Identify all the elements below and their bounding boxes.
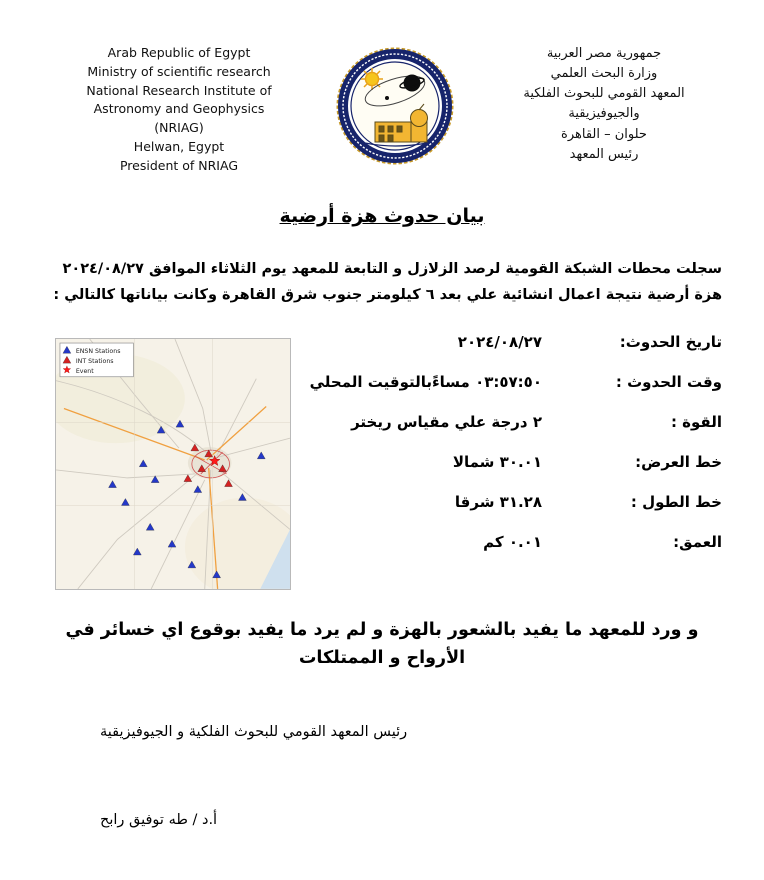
detail-row-date (293, 330, 722, 354)
arabic-letterhead (510, 44, 698, 165)
letterhead-line: وزارة البحث العلمي (550, 66, 658, 82)
detail-row-longitude (293, 490, 722, 514)
nriag-logo (335, 46, 455, 166)
detail-value: ٢ درجة علي مقياس ريختر (351, 413, 542, 431)
statement-title: بيان حدوث هزة أرضية (279, 205, 485, 228)
detail-row-time (293, 370, 722, 394)
detail-label: العمق: (673, 533, 722, 551)
letterhead-line: Arab Republic of Egypt (107, 45, 251, 60)
letterhead-line: والجيوفيزيقية (568, 106, 640, 122)
detail-value: ٢٠٢٤/٠٨/٢٧ (457, 333, 542, 351)
map-legend (60, 343, 133, 377)
sun-icon (361, 68, 383, 90)
signature-title: رئيس المعهد القومي للبحوث الفلكية و الجيوفيزيقية (100, 724, 408, 740)
letterhead-line: President of NRIAG (119, 157, 239, 173)
document-header (0, 0, 764, 175)
letterhead-line: Helwan, Egypt (133, 138, 225, 154)
detail-value: ٠٣:٥٧:٥٠ مساءًبالتوقيت المحلي (309, 373, 542, 391)
letterhead-line: Ministry of scientific research (87, 63, 271, 79)
event-details (293, 322, 722, 590)
stations-map-container (55, 338, 293, 590)
detail-row-magnitude (293, 410, 722, 434)
letterhead-line: رئيس المعهد (569, 146, 639, 162)
detail-row-depth (293, 530, 722, 554)
detail-label: تاريخ الحدوث: (619, 333, 722, 351)
stations-map (55, 338, 291, 590)
english-letterhead (78, 44, 280, 175)
letterhead-line: حلوان – القاهرة (561, 126, 647, 142)
signature-name: أ.د / طه توفيق رابح (100, 812, 218, 828)
closing-paragraph: و ورد للمعهد ما يفيد بالشعور بالهزة و لم يرد ما يفيد بوقوع اي خسائر في الأرواح و الممتلكات (65, 620, 699, 668)
detail-row-latitude (293, 450, 722, 474)
letterhead-line: National Research Institute of (86, 82, 272, 98)
nriag-logo-image (335, 46, 455, 166)
event-details-section (0, 322, 764, 590)
detail-value: ٣٠.٠١ شمالا (452, 453, 542, 471)
letterhead-line: Astronomy and Geophysics (93, 101, 265, 117)
letterhead-line: جمهورية مصر العربية (546, 46, 662, 61)
detail-label: القوة : (670, 413, 722, 431)
detail-label: خط العرض: (635, 453, 722, 471)
legend-ensn-label: ENSN Stations (75, 347, 121, 355)
intro-paragraph: سجلت محطات الشبكة القومية لرصد الزلازل و التابعة للمعهد يوم الثلاثاء الموافق ٢٠٢٤/٠٨/٢٧ هزة أرضية نتيجة اعمال انشائية علي بعد ٦ كيلومتر جنوب شرق القاهرة وكانت بياناتها كالتالي : (53, 261, 722, 303)
moon-dot (385, 96, 389, 100)
letterhead-line: (NRIAG) (154, 120, 204, 135)
letterhead-line: المعهد القومي للبحوث الفلكية (523, 86, 685, 102)
detail-value: ٠.٠١ كم (483, 533, 542, 551)
detail-value: ٣١.٢٨ شرقا (454, 493, 542, 511)
legend-event-label: Event (75, 367, 94, 375)
legend-int-label: INT Stations (75, 357, 114, 365)
detail-label: خط الطول : (630, 493, 722, 511)
detail-label: وقت الحدوث : (615, 373, 722, 391)
